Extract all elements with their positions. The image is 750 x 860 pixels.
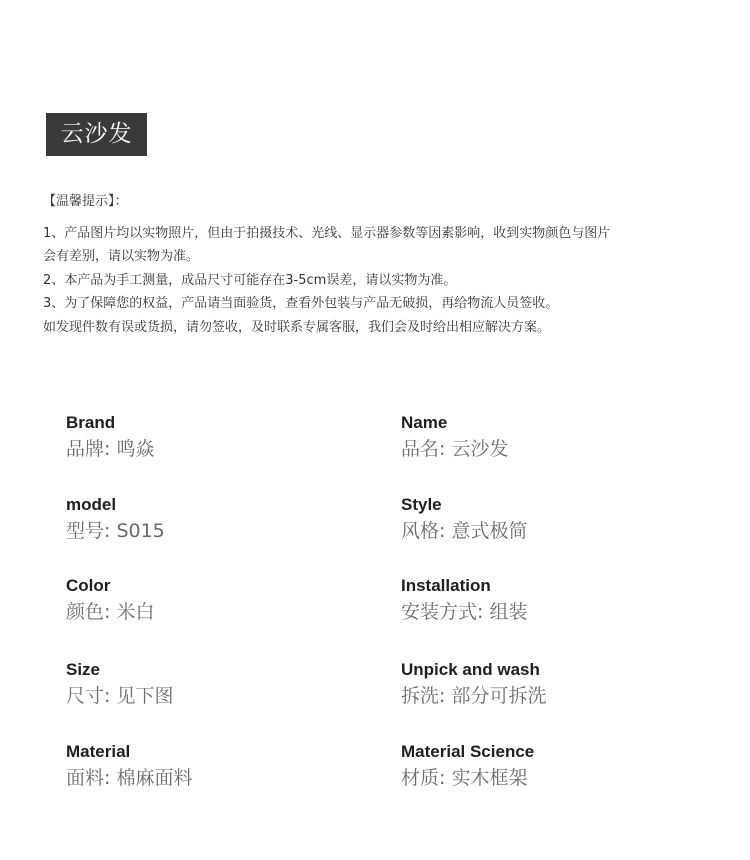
spec-material (66, 742, 366, 790)
spec-value: 尺寸: 见下图 (66, 685, 174, 707)
spec-label: Size (66, 660, 101, 679)
spec-installation (401, 576, 701, 624)
spec-label: Unpick and wash (401, 660, 540, 679)
spec-value: 品名: 云沙发 (401, 438, 509, 460)
spec-name (401, 413, 701, 461)
notice-heading: 【温馨提示】： (43, 194, 128, 209)
spec-value: 面料: 棉麻面料 (66, 767, 193, 789)
spec-material-science (401, 742, 701, 790)
spec-label: Style (401, 495, 442, 514)
page-title: 云沙发 (46, 113, 147, 156)
spec-label: Installation (401, 576, 491, 595)
notice-line-2: 会有差别，请以实物为准。 (43, 249, 200, 264)
spec-label: Material Science (401, 742, 535, 761)
spec-style (401, 495, 701, 543)
notice-line-5: 如发现件数有误或货损，请勿签收，及时联系专属客服，我们会及时给出相应解决方案。 (43, 320, 551, 335)
spec-label: Material (66, 742, 131, 761)
spec-label: model (66, 495, 117, 514)
spec-brand (66, 413, 366, 461)
spec-color (66, 576, 366, 624)
notice-line-3: 2、本产品为手工测量，成品尺寸可能存在3-5cm误差，请以实物为准。 (43, 273, 457, 288)
spec-label: Name (401, 413, 448, 432)
spec-value: 安装方式: 组装 (401, 601, 528, 623)
spec-value: 型号: S015 (66, 520, 165, 542)
notice-line-4: 3、为了保障您的权益，产品请当面验货，查看外包装与产品无破损，再给物流人员签收。 (43, 296, 559, 311)
spec-value: 品牌: 鸣焱 (66, 438, 155, 460)
spec-value: 风格: 意式极简 (401, 520, 528, 542)
spec-value: 材质: 实木框架 (401, 767, 528, 789)
notice-line-1: 1、产品图片均以实物照片，但由于拍摄技术、光线、显示器参数等因素影响，收到实物颜色与图片 (43, 226, 611, 241)
spec-value: 颜色: 米白 (66, 601, 155, 623)
spec-model (66, 495, 366, 543)
spec-label: Brand (66, 413, 116, 432)
spec-value: 拆洗: 部分可拆洗 (401, 685, 547, 707)
spec-label: Color (66, 576, 111, 595)
spec-unpick-and-wash (401, 660, 701, 708)
spec-size (66, 660, 366, 708)
